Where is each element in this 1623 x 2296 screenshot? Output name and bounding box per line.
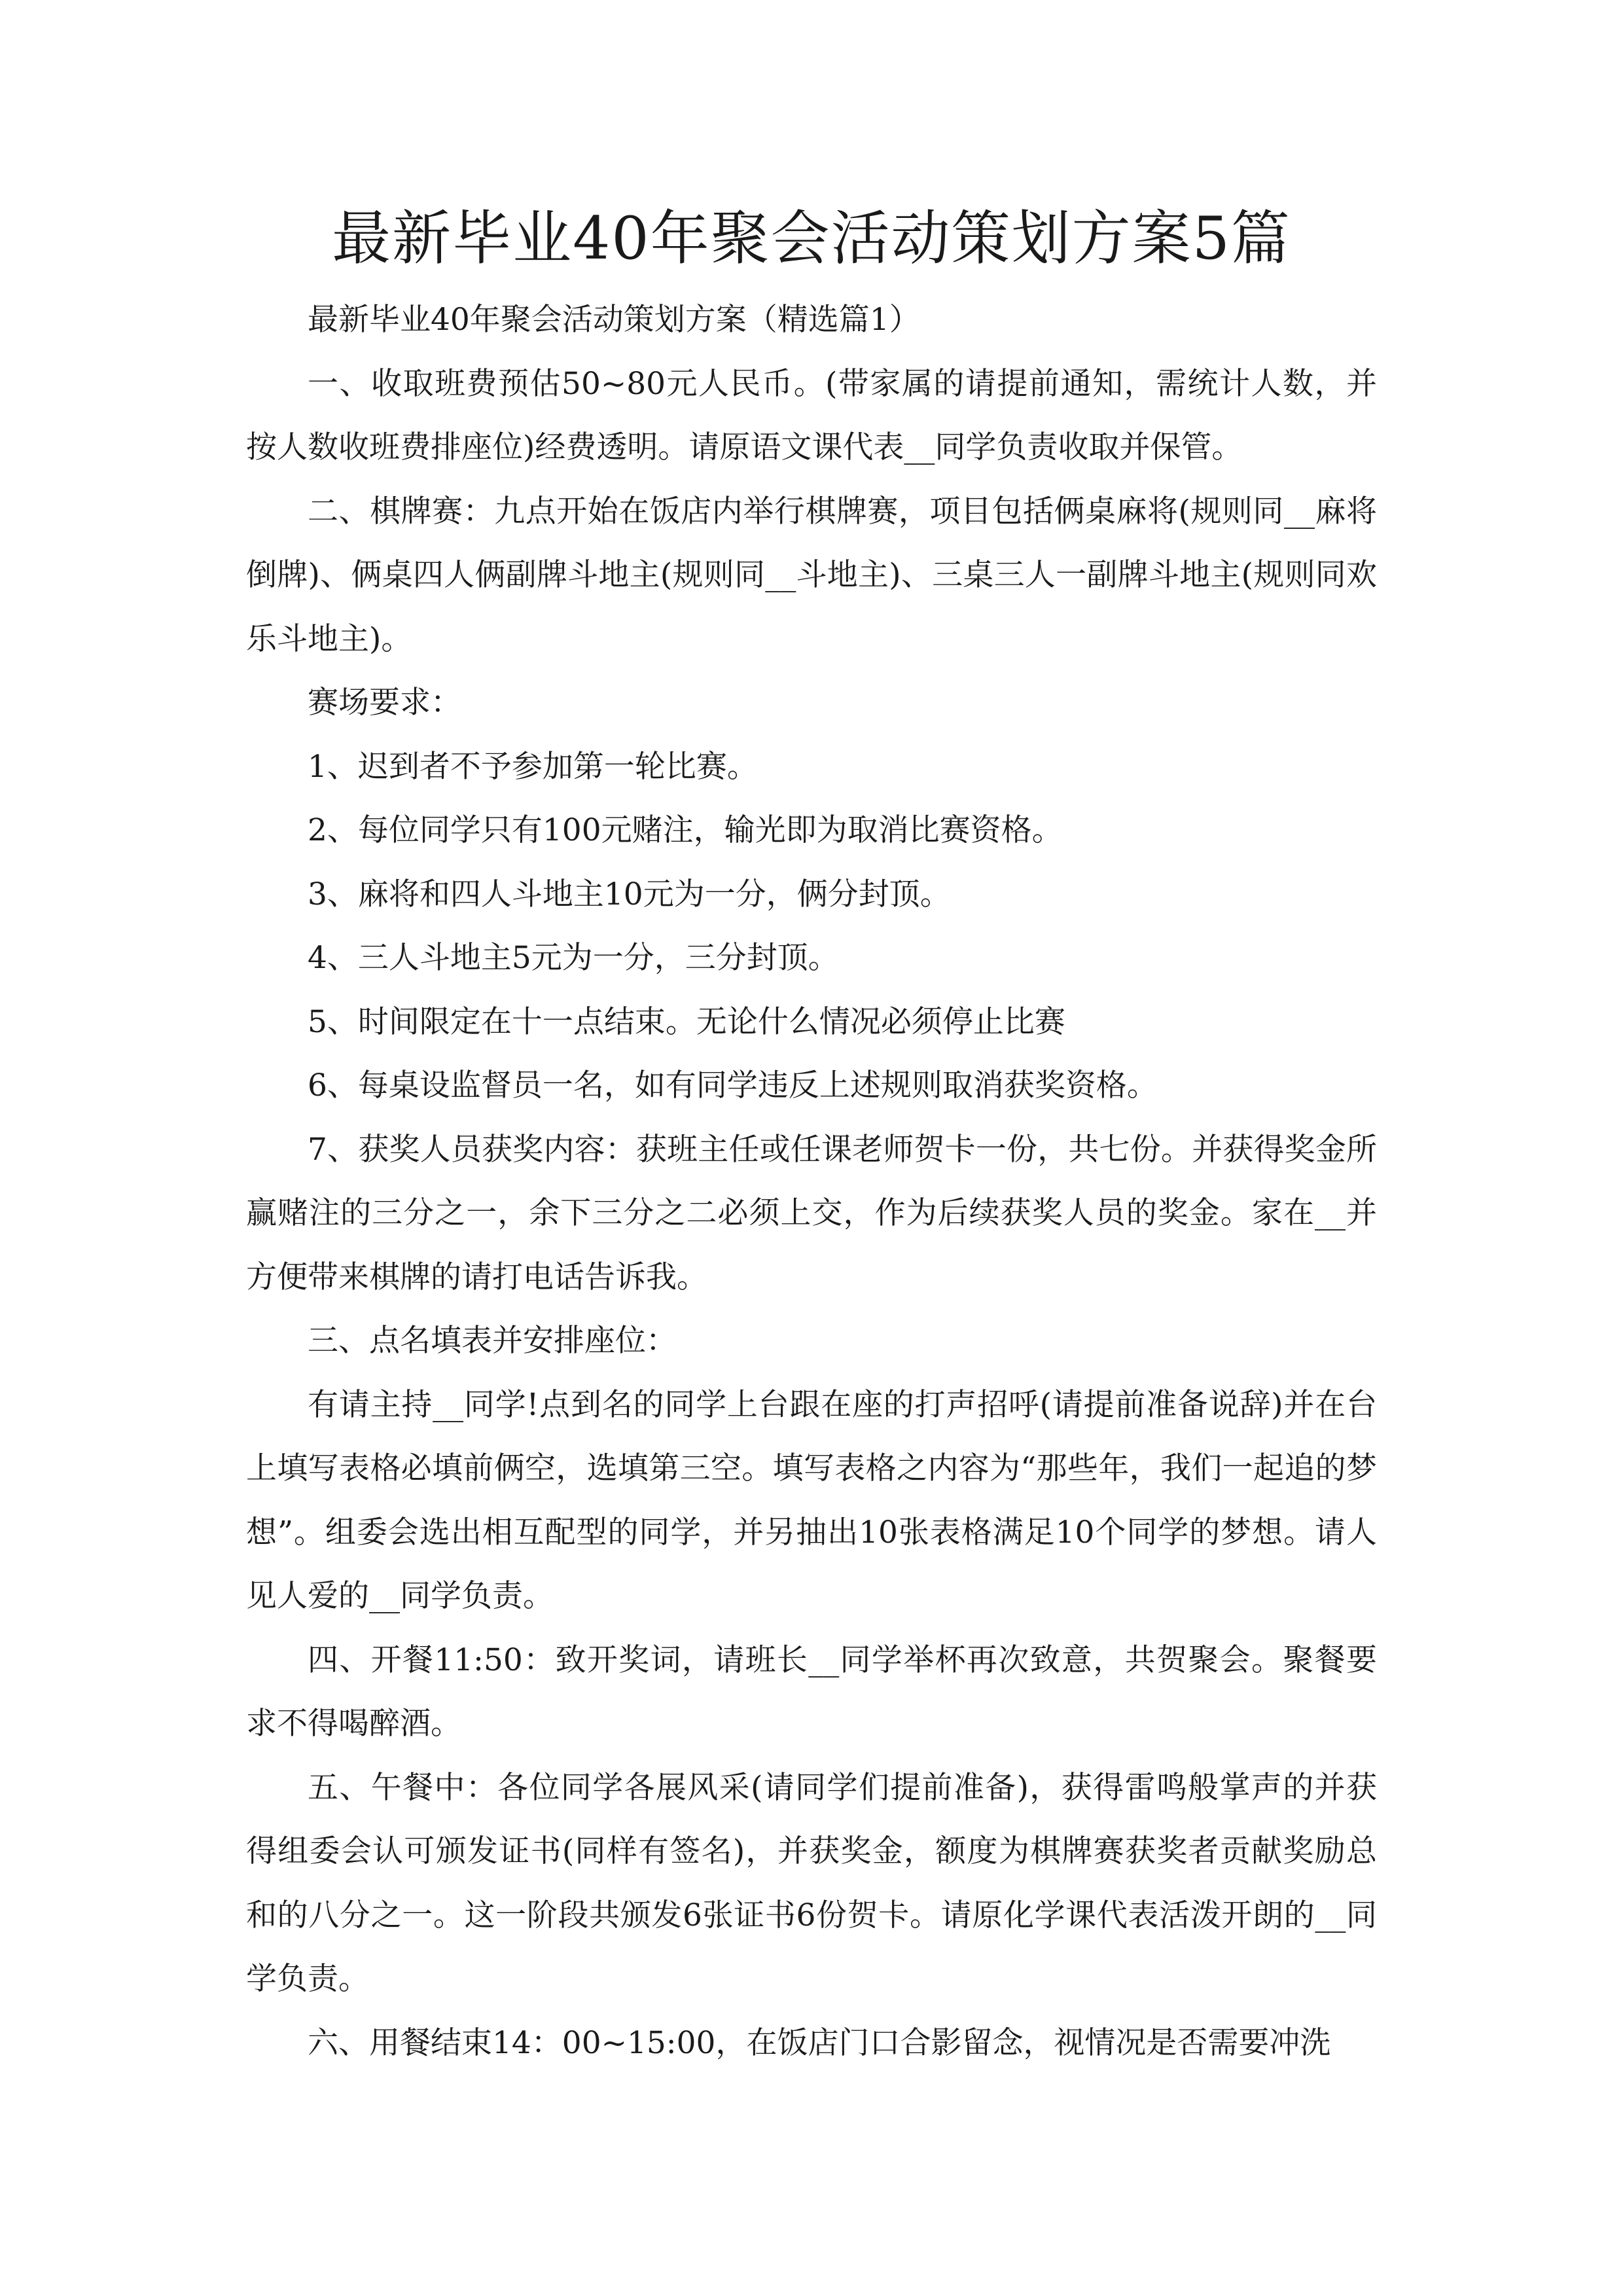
paragraph-roll-call-heading: 三、点名填表并安排座位： <box>308 1323 677 1359</box>
rule-item: 6、每桌设监督员一名，如有同学违反上述规则取消获奖资格。 <box>308 1067 1158 1103</box>
paragraph-opening-meal: 四、开餐11:50：致开奖词，请班长__同学举杯再次致意，共贺聚会。聚餐要求不得喝醉酒。 <box>246 1641 1377 1742</box>
paragraph-fee: 一、收取班费预估50~80元人民币。(带家属的请提前通知，需统计人数，并按人数收班费排座位)经费透明。请原语文课代表__同学负责收取并保管。 <box>246 365 1377 465</box>
rule-item: 1、迟到者不予参加第一轮比赛。 <box>308 748 758 785</box>
paragraph-card-game: 二、棋牌赛：九点开始在饭店内举行棋牌赛，项目包括俩桌麻将(规则同__麻将倒牌)、俩桌四人俩副牌斗地主(规则同__斗地主)、三桌三人一副牌斗地主(规则同欢乐斗地主)。 <box>246 493 1377 657</box>
document-body <box>246 288 1377 2075</box>
document-title: 最新毕业40年聚会活动策划方案5篇 <box>332 204 1291 273</box>
rule-item: 2、每位同学只有100元赌注，输光即为取消比赛资格。 <box>308 812 1063 848</box>
rule-item: 5、时间限定在十一点结束。无论什么情况必须停止比赛 <box>308 1003 1065 1040</box>
paragraph-meal-end: 六、用餐结束14：00~15:00，在饭店门口合影留念，视情况是否需要冲洗 <box>308 2024 1331 2061</box>
rule-item: 7、获奖人员获奖内容：获班主任或任课老师贺卡一份，共七份。并获得奖金所赢赌注的三分之一，余下三分之二必须上交，作为后续获奖人员的奖金。家在__并方便带来棋牌的请打电话告诉我。 <box>246 1131 1377 1295</box>
paragraph-lunch: 五、午餐中：各位同学各展风采(请同学们提前准备)，获得雷鸣般掌声的并获得组委会认可颁发证书(同样有签名)，并获奖金，额度为棋牌赛获奖者贡献奖励总和的八分之一。这一阶段共颁发6张证书6份贺卡。请原化学课代表活泼开朗的__同学负责。 <box>246 1769 1377 1997</box>
rule-item: 4、三人斗地主5元为一分，三分封顶。 <box>308 940 839 976</box>
paragraph-rules-heading: 赛场要求： <box>308 685 461 721</box>
paragraph-roll-call: 有请主持__同学!点到名的同学上台跟在座的打声招呼(请提前准备说辞)并在台上填写表格必填前俩空，选填第三空。填写表格之内容为“那些年，我们一起追的梦想”。组委会选出相互配型的同学，并另抽出10张表格满足10个同学的梦想。请人见人爱的__同学负责。 <box>246 1386 1377 1614</box>
section-subtitle: 最新毕业40年聚会活动策划方案（精选篇1） <box>308 302 920 338</box>
rule-item: 3、麻将和四人斗地主10元为一分，俩分封顶。 <box>308 876 951 912</box>
